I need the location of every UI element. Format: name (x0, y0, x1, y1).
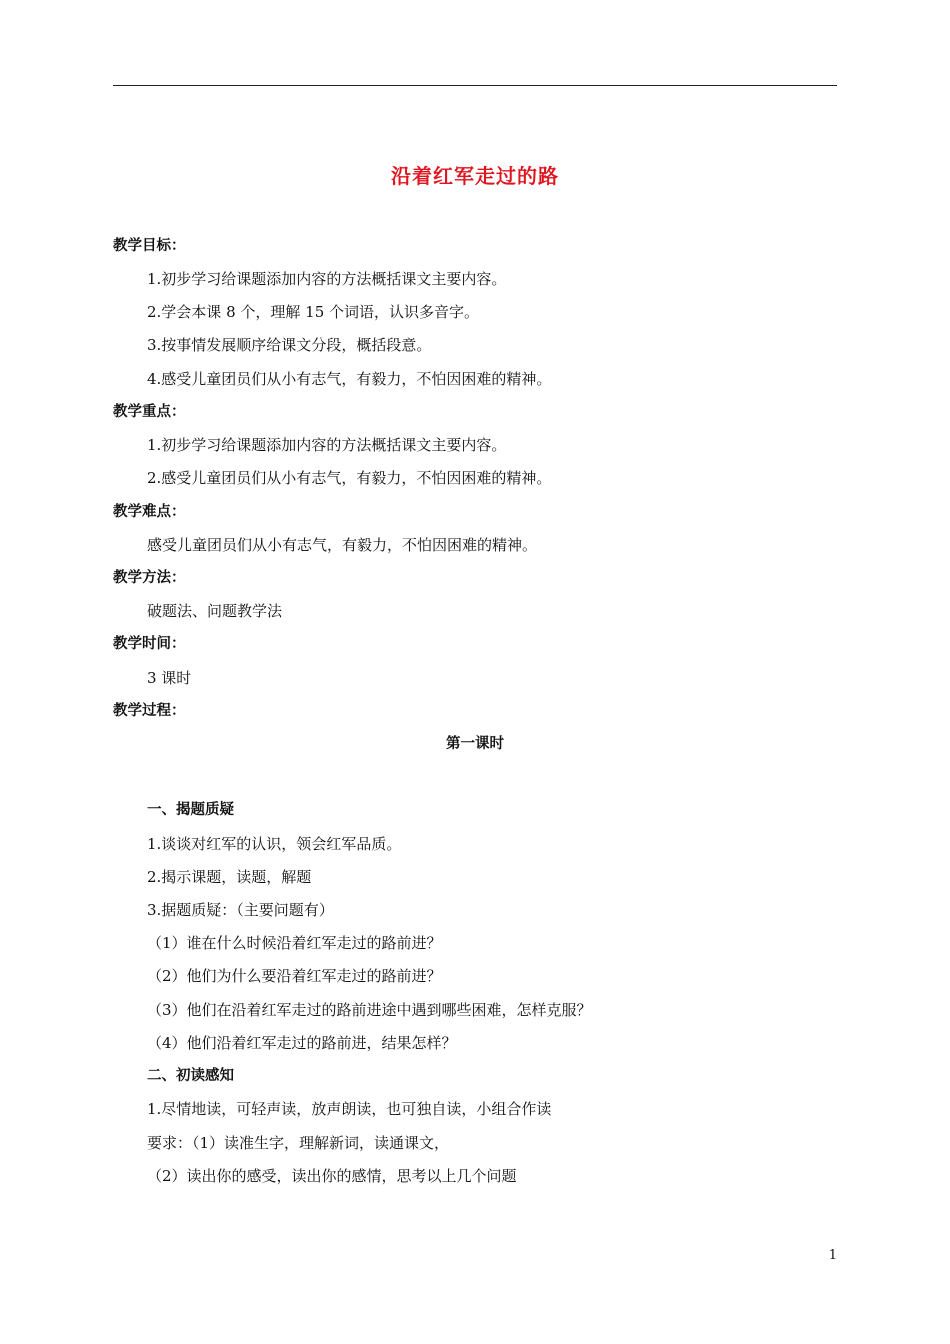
process-heading: 教学过程： (113, 703, 186, 719)
section1-item: 2.揭示课题，读题，解题 (147, 868, 312, 886)
page-number: 1 (828, 1248, 837, 1263)
time-text: 3 课时 (147, 669, 192, 687)
objectives-heading: 教学目标： (113, 238, 186, 254)
objective-item: 4.感受儿童团员们从小有志气，有毅力，不怕因困难的精神。 (147, 370, 552, 388)
question-item: （4）他们沿着红军走过的路前进，结果怎样？ (147, 1034, 457, 1052)
key-point-item: 1.初步学习给课题添加内容的方法概括课文主要内容。 (147, 436, 507, 454)
question-item: （3）他们在沿着红军走过的路前进途中遇到哪些困难，怎样克服？ (147, 1001, 592, 1019)
objective-item: 1.初步学习给课题添加内容的方法概括课文主要内容。 (147, 270, 507, 288)
difficulties-text: 感受儿童团员们从小有志气，有毅力，不怕因困难的精神。 (147, 536, 538, 554)
section1-item: 3.据题质疑：（主要问题有） (147, 901, 334, 919)
lesson-title: 第一课时 (446, 736, 504, 752)
section2-heading: 二、初读感知 (147, 1068, 234, 1084)
difficulties-heading: 教学难点： (113, 504, 186, 520)
section2-item: （2）读出你的感受，读出你的感情，思考以上几个问题 (147, 1167, 517, 1185)
methods-text: 破题法、问题教学法 (147, 602, 283, 620)
methods-heading: 教学方法： (113, 570, 186, 586)
section1-heading: 一、揭题质疑 (147, 802, 234, 818)
section2-item: 要求：（1）读准生字，理解新词，读通课文， (147, 1134, 450, 1152)
objective-item: 3.按事情发展顺序给课文分段，概括段意。 (147, 336, 432, 354)
time-heading: 教学时间： (113, 636, 186, 652)
key-points-heading: 教学重点： (113, 404, 186, 420)
section1-item: 1.谈谈对红军的认识，领会红军品质。 (147, 835, 402, 853)
document-title: 沿着红军走过的路 (391, 164, 559, 188)
key-point-item: 2.感受儿童团员们从小有志气，有毅力，不怕因困难的精神。 (147, 469, 552, 487)
question-item: （1）谁在什么时候沿着红军走过的路前进？ (147, 934, 442, 952)
header-rule (113, 85, 837, 86)
section2-item: 1.尽情地读，可轻声读，放声朗读，也可独自读，小组合作读 (147, 1100, 552, 1118)
objective-item: 2.学会本课 8 个，理解 15 个词语，认识多音字。 (147, 303, 480, 321)
question-item: （2）他们为什么要沿着红军走过的路前进？ (147, 967, 442, 985)
